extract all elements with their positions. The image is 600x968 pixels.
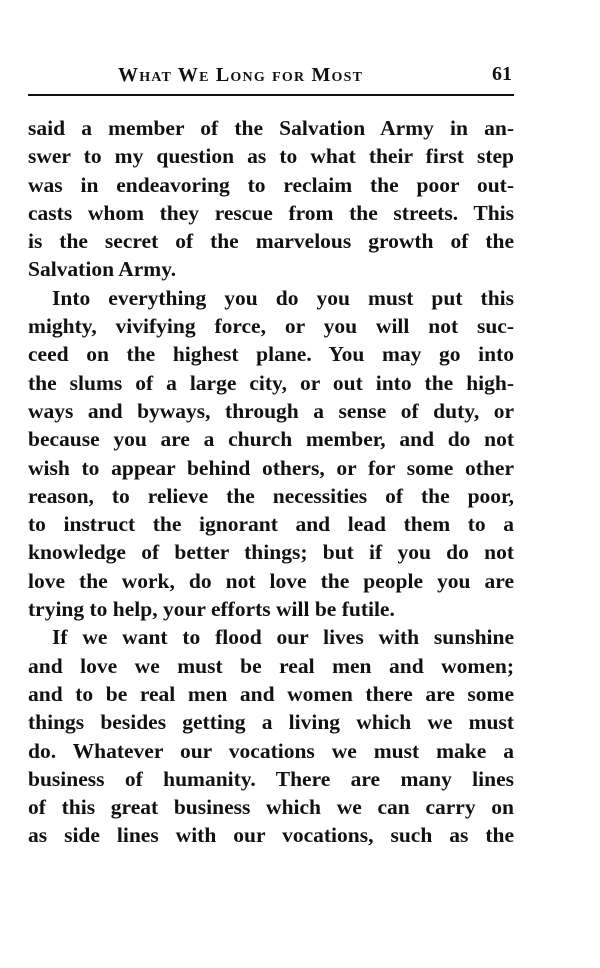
text-line: do. Whatever our vocations we must make a bbox=[28, 738, 514, 763]
text-line: Into everything you do you must put this bbox=[52, 285, 514, 310]
text-line: as side lines with our vocations, such as the bbox=[28, 823, 514, 848]
text-line: the slums of a large city, or out into the high- bbox=[28, 370, 514, 395]
text-line: things besides getting a living which we must bbox=[28, 710, 514, 735]
running-title: What We Long for Most bbox=[118, 64, 364, 86]
page-number: 61 bbox=[492, 63, 512, 85]
paragraph-2 bbox=[28, 284, 514, 624]
body-text bbox=[28, 114, 514, 850]
text-line: casts whom they rescue from the streets. This bbox=[28, 200, 514, 225]
text-line: and to be real men and women there are some bbox=[28, 681, 514, 706]
text-line: If we want to flood our lives with sunshine bbox=[52, 625, 514, 650]
text-line: reason, to relieve the necessities of the poor, bbox=[28, 483, 514, 508]
text-line: of this great business which we can carry on bbox=[28, 795, 514, 820]
text-line: and love we must be real men and women; bbox=[28, 653, 514, 678]
text-line: Salvation Army. bbox=[28, 257, 177, 282]
text-line: because you are a church member, and do not bbox=[28, 427, 514, 452]
text-line: is the secret of the marvelous growth of the bbox=[28, 229, 514, 254]
text-line: ways and byways, through a sense of duty, or bbox=[28, 398, 514, 423]
text-line: wish to appear behind others, or for some other bbox=[28, 455, 514, 480]
page-header bbox=[28, 60, 514, 96]
text-line: to instruct the ignorant and lead them to a bbox=[28, 512, 514, 537]
text-line: swer to my question as to what their first step bbox=[28, 144, 514, 169]
text-line: knowledge of better things; but if you do not bbox=[28, 540, 514, 565]
text-line: said a member of the Salvation Army in an- bbox=[28, 116, 514, 140]
text-line: love the work, do not love the people you are bbox=[28, 568, 514, 593]
text-line: mighty, vivifying force, or you will not suc- bbox=[28, 314, 514, 339]
text-line: was in endeavoring to reclaim the poor out- bbox=[28, 172, 514, 197]
paragraph-3 bbox=[28, 623, 514, 849]
text-line: ceed on the highest plane. You may go into bbox=[28, 342, 514, 367]
text-line: business of humanity. There are many lines bbox=[28, 766, 514, 791]
text-line: trying to help, your efforts will be futile. bbox=[28, 597, 395, 622]
paragraph-1 bbox=[28, 114, 514, 284]
